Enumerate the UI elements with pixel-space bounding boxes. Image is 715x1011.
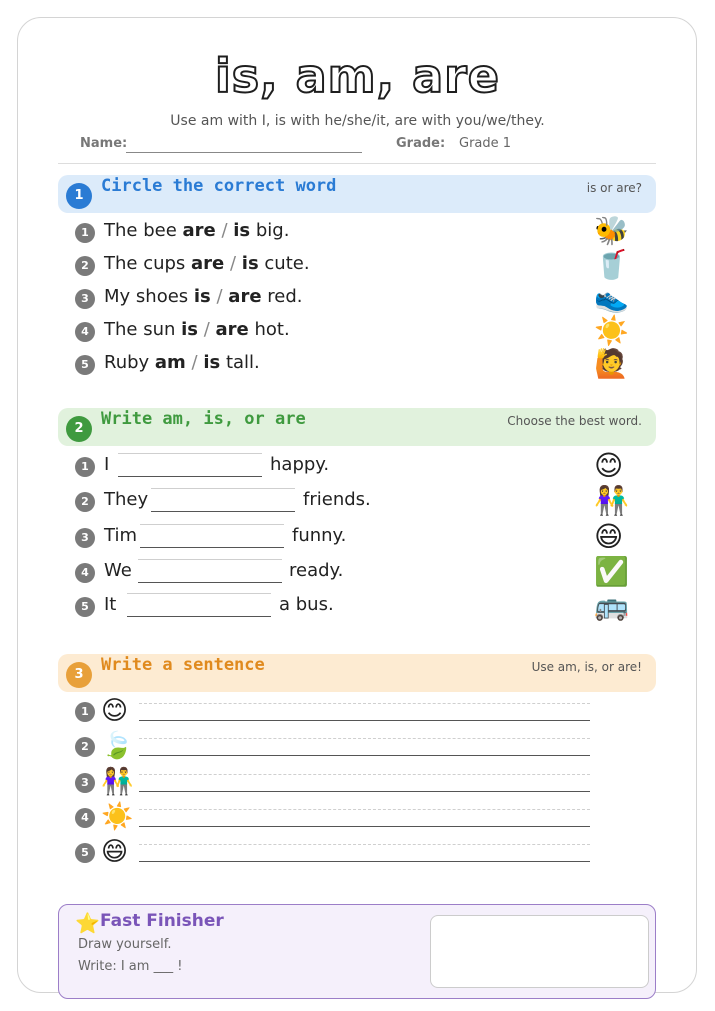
sentence-start: It xyxy=(104,594,117,615)
choice-word[interactable]: is xyxy=(241,253,259,274)
item-number: 1 xyxy=(75,457,95,477)
item-number: 5 xyxy=(75,843,95,863)
bus-icon: 🚌 xyxy=(594,589,629,622)
writing-line[interactable] xyxy=(139,844,590,862)
answer-blank[interactable] xyxy=(118,453,262,477)
answer-blank[interactable] xyxy=(138,559,282,583)
choice-word[interactable]: are xyxy=(191,253,225,274)
fast-finisher-title: Fast Finisher xyxy=(100,911,224,931)
section-title: Write a sentence xyxy=(101,655,265,675)
choice-word[interactable]: is xyxy=(233,220,251,241)
cup-icon: 🥤 xyxy=(594,248,629,281)
worksheet-title: is, am, are xyxy=(214,49,501,103)
section-number-badge: 3 xyxy=(66,662,92,688)
section-1-banner xyxy=(58,175,656,213)
shoe-icon: 👟 xyxy=(594,281,629,314)
item-number: 1 xyxy=(75,702,95,722)
answer-blank[interactable] xyxy=(140,524,284,548)
section-2-banner xyxy=(58,408,656,446)
writing-line[interactable] xyxy=(139,738,590,756)
section-title: Write am, is, or are xyxy=(101,409,306,429)
item-number: 4 xyxy=(75,808,95,828)
choice-word[interactable]: are xyxy=(228,286,262,307)
answer-blank[interactable] xyxy=(127,593,271,617)
fast-finisher-prompt: Write: I am ___ ! xyxy=(78,959,183,974)
item-number: 2 xyxy=(75,737,95,757)
worksheet-subtitle: Use am with I, is with he/she/it, are with you/we/they. xyxy=(170,113,545,129)
choice-word[interactable]: am xyxy=(154,352,186,373)
smile-icon: 😊 xyxy=(101,696,129,726)
grin-icon: 😄 xyxy=(594,520,624,553)
item-number: 2 xyxy=(75,492,95,512)
writing-line[interactable] xyxy=(139,809,590,827)
person-raising-hand-icon: 🙋 xyxy=(594,347,629,380)
sentence-end: happy. xyxy=(270,454,330,475)
leaf-icon: 🍃 xyxy=(101,731,134,761)
item-number: 5 xyxy=(75,355,95,375)
choice-word[interactable]: are xyxy=(215,319,249,340)
item-number: 4 xyxy=(75,563,95,583)
item-number: 3 xyxy=(75,289,95,309)
grin-icon: 😄 xyxy=(101,837,129,867)
section-number-badge: 1 xyxy=(66,183,92,209)
star-icon: ⭐ xyxy=(75,911,100,935)
section-number-badge: 2 xyxy=(66,416,92,442)
sentence-end: friends. xyxy=(303,489,371,510)
choice-word[interactable]: is xyxy=(181,319,199,340)
sentence-end: ready. xyxy=(289,560,344,581)
section-hint: Use am, is, or are! xyxy=(531,660,642,674)
grade-label: Grade: xyxy=(396,136,446,151)
circle-sentence: My shoes is / are red. xyxy=(104,286,303,307)
circle-sentence: The bee are / is big. xyxy=(104,220,290,241)
writing-line[interactable] xyxy=(139,774,590,792)
smile-icon: 😊 xyxy=(594,449,624,482)
item-number: 5 xyxy=(75,597,95,617)
friends-icon: 👫 xyxy=(594,484,629,517)
sun-icon: ☀️ xyxy=(101,802,134,832)
answer-blank[interactable] xyxy=(151,488,295,512)
fast-finisher-instruction: Draw yourself. xyxy=(78,937,172,952)
sentence-start: We xyxy=(104,560,132,581)
choice-word[interactable]: are xyxy=(182,220,216,241)
section-hint: is or are? xyxy=(586,181,642,195)
check-mark-icon: ✅ xyxy=(594,555,629,588)
name-label: Name: xyxy=(80,136,128,151)
circle-sentence: The cups are / is cute. xyxy=(104,253,310,274)
section-title: Circle the correct word xyxy=(101,176,337,196)
item-number: 3 xyxy=(75,528,95,548)
sentence-start: I xyxy=(104,454,110,475)
sentence-end: funny. xyxy=(292,525,347,546)
circle-sentence: The sun is / are hot. xyxy=(104,319,290,340)
choice-word[interactable]: is xyxy=(193,286,211,307)
sentence-start: They xyxy=(104,489,149,510)
name-field[interactable] xyxy=(126,152,362,153)
item-number: 4 xyxy=(75,322,95,342)
section-3-banner xyxy=(58,654,656,692)
writing-line[interactable] xyxy=(139,703,590,721)
item-number: 3 xyxy=(75,773,95,793)
sun-icon: ☀️ xyxy=(594,314,629,347)
friends-icon: 👫 xyxy=(101,767,134,797)
choice-word[interactable]: is xyxy=(203,352,221,373)
sentence-end: a bus. xyxy=(279,594,334,615)
item-number: 2 xyxy=(75,256,95,276)
sentence-start: Tim xyxy=(104,525,137,546)
bee-icon: 🐝 xyxy=(594,214,629,247)
drawing-box[interactable] xyxy=(430,915,649,988)
header-divider xyxy=(58,163,656,164)
circle-sentence: Ruby am / is tall. xyxy=(104,352,260,373)
item-number: 1 xyxy=(75,223,95,243)
section-hint: Choose the best word. xyxy=(507,414,642,428)
grade-value: Grade 1 xyxy=(459,136,512,151)
fast-finisher-box xyxy=(58,904,656,999)
